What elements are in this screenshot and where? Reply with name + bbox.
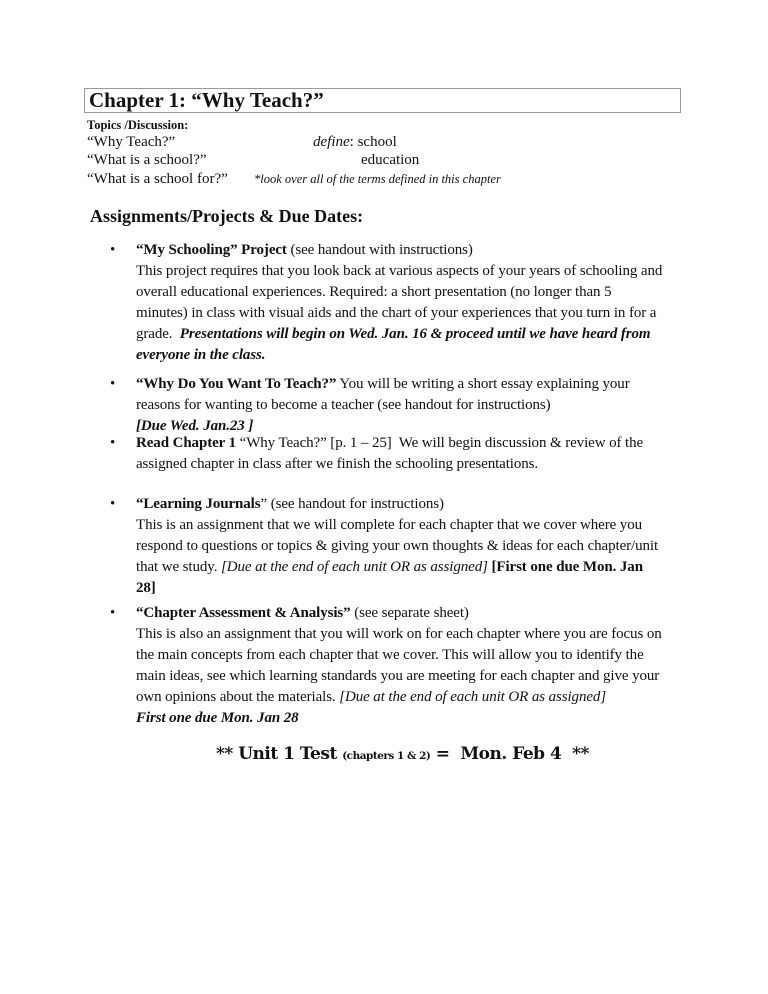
due-date: 28] [136,580,156,596]
assignment-title-suffix: (see separate sheet) [350,605,469,621]
due-date: [First one due Mon. Jan [491,559,643,575]
assignments-heading: Assignments/Projects & Due Dates: [90,206,364,226]
assignment-body [136,494,726,599]
assignment-text-line: This is an assignment that we will complete for each chapter that we cover where you [136,517,643,533]
assignment-title: Read Chapter 1 [136,435,236,451]
bullet-icon: • [110,605,116,621]
topic-item: “Why Teach?” [87,134,176,150]
unit-test-date [216,742,589,768]
unit-test-date-value: = Mon. Feb 4 ** [430,744,589,764]
assignment-body [136,240,726,366]
define-term-education: education [361,152,420,168]
define-line [313,133,397,151]
assignment-text-line: main ideas, see which learning standards you are meeting for each chapter and give your [136,668,660,684]
define-term-school: : school [349,134,397,150]
due-date: [Due Wed. Jan.23 ] [136,418,254,434]
topic-item: “What is a school for?” [87,171,228,187]
due-date: First one due Mon. Jan 28 [136,710,299,726]
topics-label: Topics /Discussion: [87,118,189,132]
assignment-text-line: that we study. [136,559,222,575]
assignment-body [136,603,726,729]
topic-item: “What is a school?” [87,152,207,168]
assignment-title: “Chapter Assessment & Analysis” [136,605,351,621]
due-note: [Due at the end of each unit OR as assigned] [339,689,607,705]
presentation-dates-emphasis: everyone in the class. [136,347,266,363]
assignment-text-line: reasons for wanting to become a teacher (see handout for instructions) [136,397,551,413]
assignment-body [136,433,726,475]
chapter-title-box [84,88,681,113]
assignment-text-line: overall educational experiences. Required: a short presentation (no longer than 5 [136,284,612,300]
terms-note: *look over all of the terms defined in this chapter [254,172,501,186]
assignment-text-line: the main concepts from each chapter that we cover. This will allow you to identify the [136,647,644,663]
assignment-text-line: minutes) in class with visual aids and the chart of your experiences that you turn in for a [136,305,657,321]
assignment-body [136,374,726,437]
assignment-title: “My Schooling” Project [136,242,287,258]
bullet-icon: • [110,435,116,451]
bullet-icon: • [110,242,116,258]
unit-test-label: ** Unit 1 Test [216,744,343,764]
assignment-title-suffix: “Why Teach?” [p. 1 – 25] We will begin discussion & review of the [236,435,644,451]
presentation-dates-emphasis: Presentations will begin on Wed. Jan. 16 & proceed until we have heard from [179,326,651,342]
assignment-title-suffix: You will be writing a short essay explaining your [336,376,630,392]
define-label: define [313,134,350,150]
assignment-text-line: This project requires that you look back at various aspects of your years of schooling and [136,263,663,279]
bullet-icon: • [110,496,116,512]
assignment-text-line: respond to questions or topics & giving your own thoughts & ideas for each chapter/unit [136,538,659,554]
due-note: [Due at the end of each unit OR as assigned] [221,559,492,575]
assignment-text-line: grade. [136,326,180,342]
assignment-title-suffix: ” (see handout for instructions) [260,496,444,512]
assignment-title-suffix: (see handout with instructions) [286,242,473,258]
assignment-title: “Learning Journals [136,496,261,512]
assignment-text-line: assigned chapter in class after we finish the schooling presentations. [136,456,539,472]
bullet-icon: • [110,376,116,392]
assignment-text-line: own opinions about the materials. [136,689,340,705]
assignment-title: “Why Do You Want To Teach?” [136,376,337,392]
chapter-title: Chapter 1: “Why Teach?” [89,88,324,112]
unit-test-chapters: (chapters 1 & 2) [342,750,431,762]
assignment-text-line: This is also an assignment that you will work on for each chapter where you are focus on [136,626,662,642]
